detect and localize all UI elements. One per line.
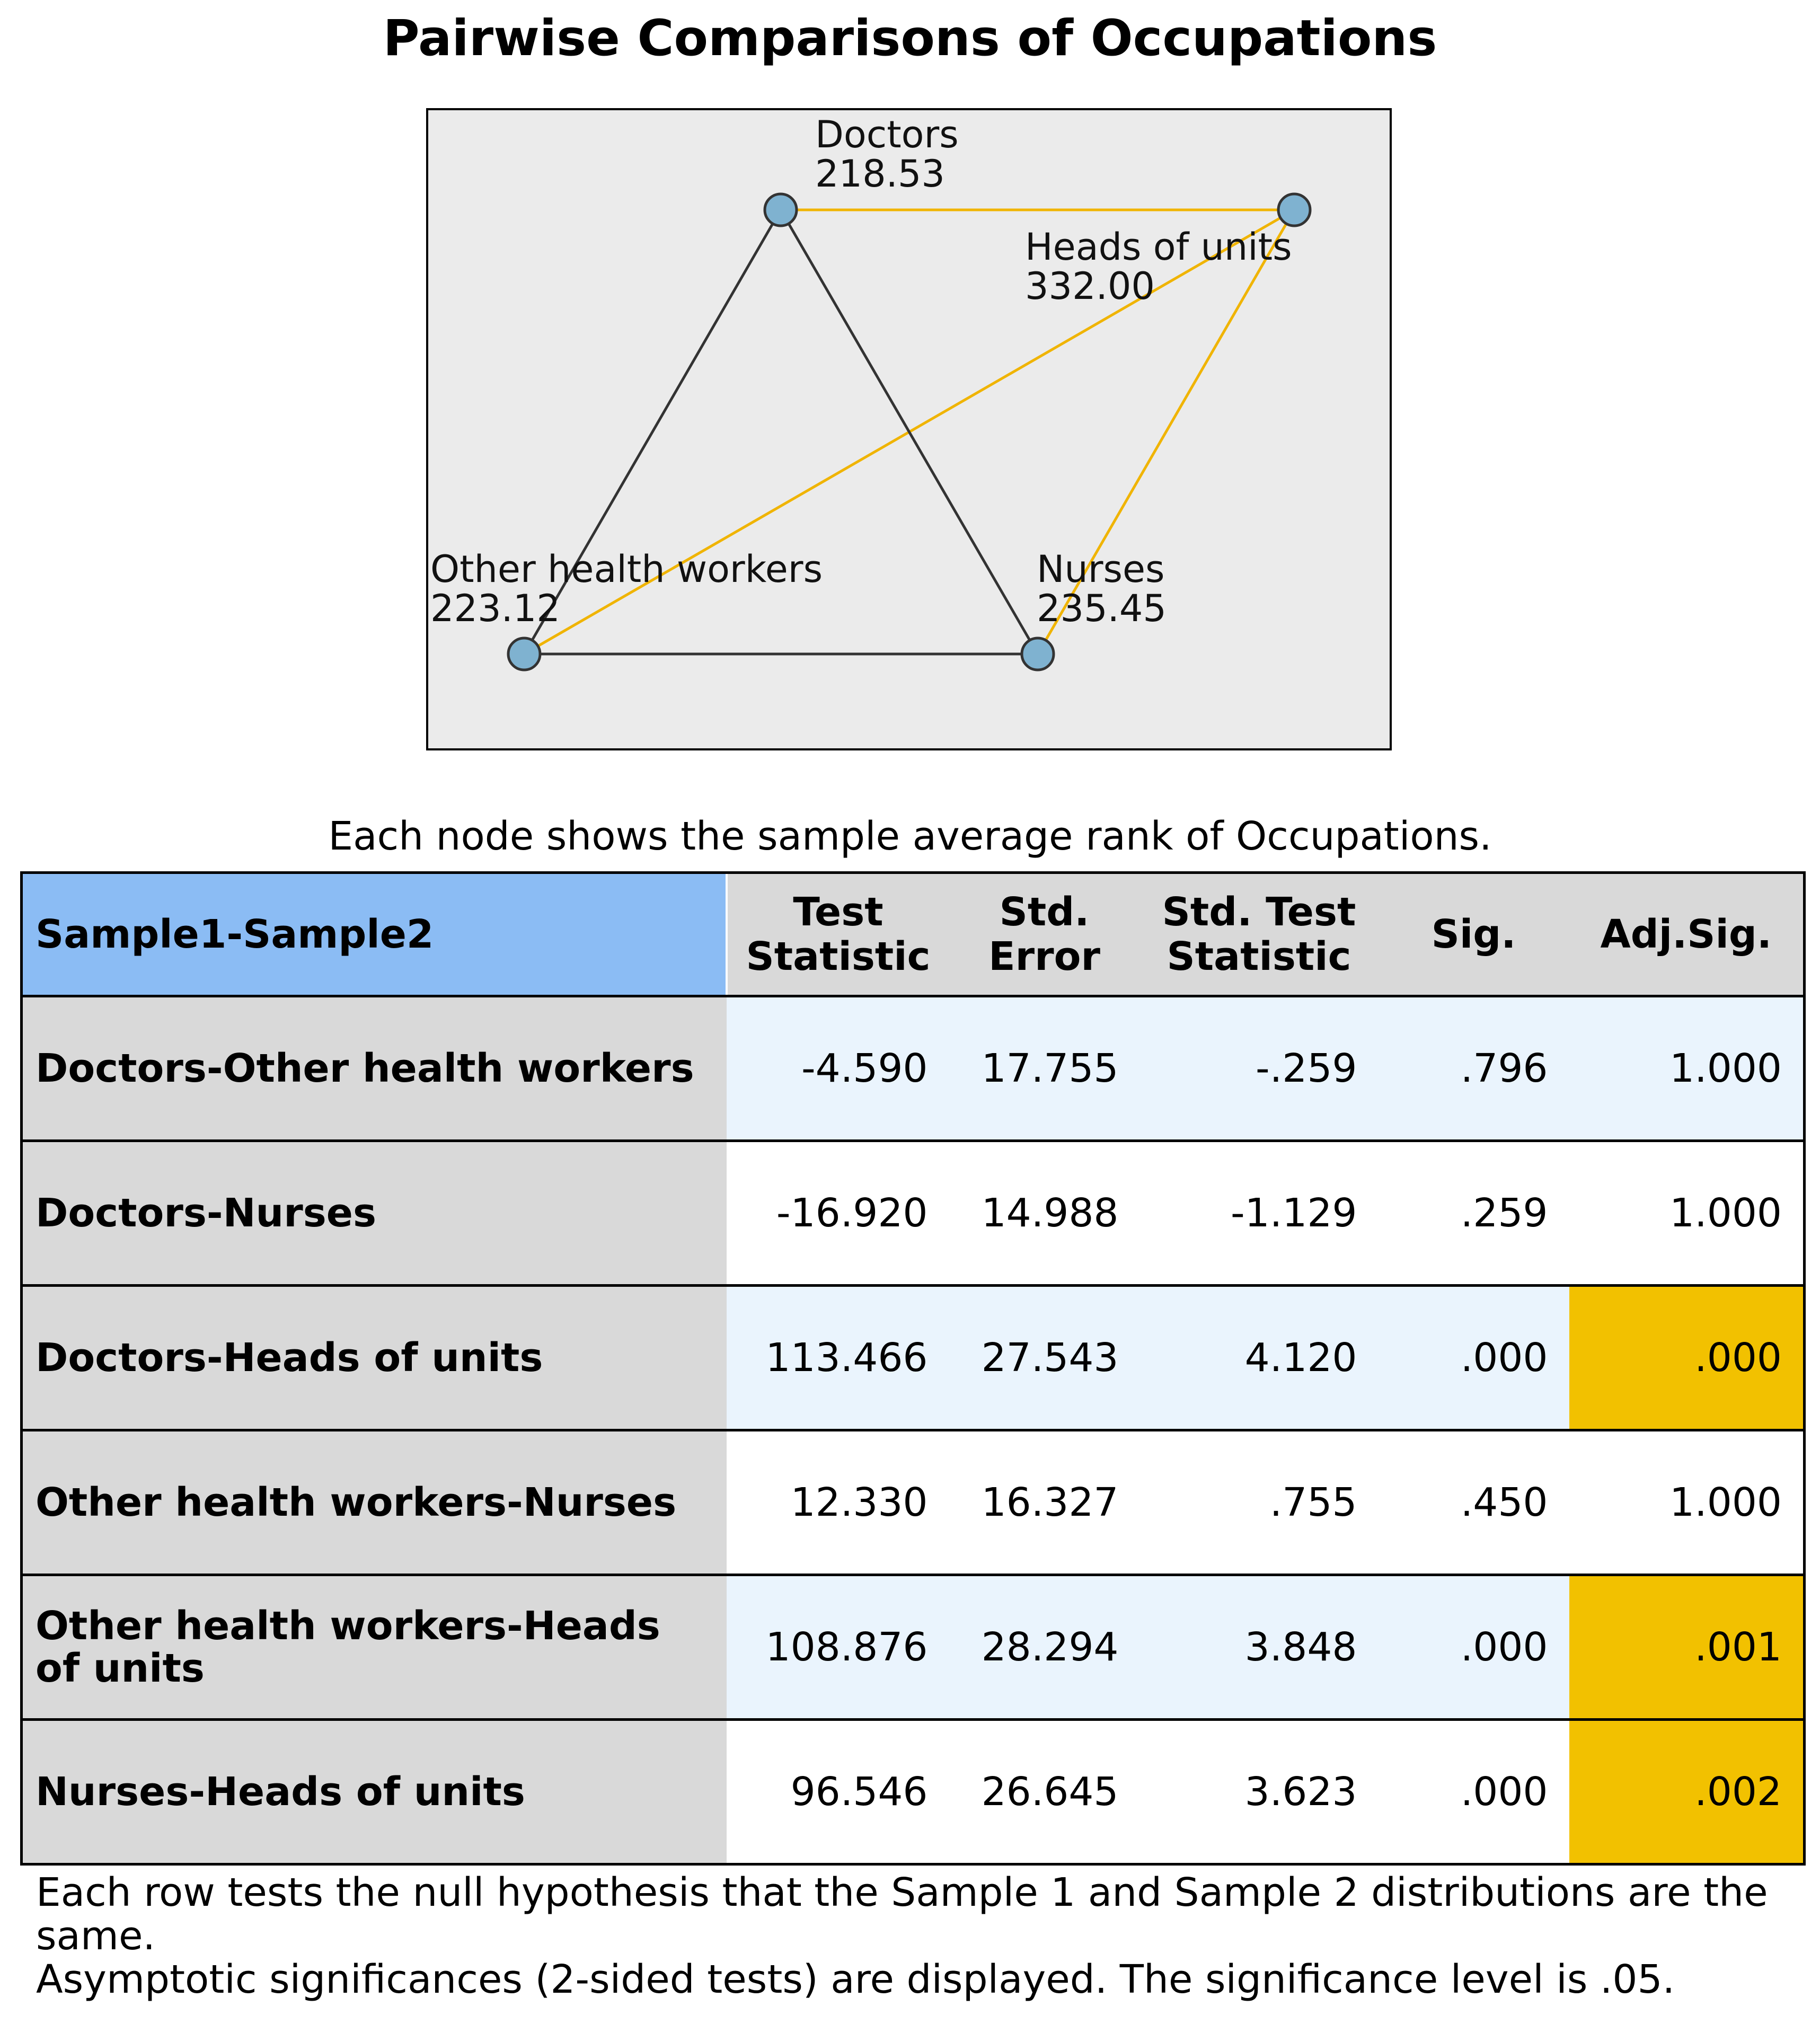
cell-std-test-statistic: 4.120	[1140, 1286, 1379, 1430]
header-sig: Sig.	[1379, 873, 1569, 996]
cell-std-error: 14.988	[949, 1141, 1140, 1286]
cell-std-test-statistic: -1.129	[1140, 1141, 1379, 1286]
cell-sig: .000	[1379, 1286, 1569, 1430]
header-std-test-line1: Std. Test	[1162, 889, 1356, 935]
network-svg	[428, 110, 1390, 748]
cell-std-test-statistic: 3.848	[1140, 1575, 1379, 1720]
comparison-table	[20, 871, 1806, 1866]
cell-std-error: 16.327	[949, 1430, 1140, 1575]
cell-adj-sig: .002	[1569, 1720, 1805, 1864]
node-value-heads-of-units: 332.00	[1025, 264, 1155, 308]
header-test-statistic-line2: Statistic	[746, 934, 931, 979]
table-row	[22, 1430, 1805, 1575]
cell-std-test-statistic: 3.623	[1140, 1720, 1379, 1864]
table-row	[22, 996, 1805, 1141]
cell-pair: Doctors-Other health workers	[22, 996, 727, 1141]
network-diagram	[426, 108, 1392, 750]
cell-pair: Nurses-Heads of units	[22, 1720, 727, 1864]
cell-pair: Other health workers-Nurses	[22, 1430, 727, 1575]
cell-sig: .796	[1379, 996, 1569, 1141]
cell-adj-sig: 1.000	[1569, 1430, 1805, 1575]
node-heads-of-units	[1278, 194, 1310, 226]
cell-test-statistic: -4.590	[727, 996, 949, 1141]
header-std-error-line1: Std.	[999, 889, 1090, 935]
cell-adj-sig: .000	[1569, 1286, 1805, 1430]
node-label-doctors: Doctors	[815, 113, 959, 156]
cell-adj-sig: 1.000	[1569, 1141, 1805, 1286]
header-adj-sig: Adj.Sig.	[1569, 873, 1805, 996]
header-std-test-line2: Statistic	[1167, 934, 1351, 979]
cell-adj-sig: .001	[1569, 1575, 1805, 1720]
cell-std-error: 17.755	[949, 996, 1140, 1141]
table-row	[22, 1575, 1805, 1720]
cell-test-statistic: 108.876	[727, 1575, 949, 1720]
header-std-error-line2: Error	[988, 934, 1100, 979]
cell-std-test-statistic: -.259	[1140, 996, 1379, 1141]
header-pair: Sample1-Sample2	[22, 873, 727, 996]
header-std-test-statistic	[1140, 873, 1379, 996]
node-other-health-workers	[508, 638, 540, 670]
node-value-doctors: 218.53	[815, 152, 945, 196]
node-value-nurses: 235.45	[1037, 587, 1167, 630]
header-std-error	[949, 873, 1140, 996]
cell-test-statistic: -16.920	[727, 1141, 949, 1286]
footnote-significance: Asymptotic significances (2-sided tests) are displayed. The significance level is .05.	[36, 1957, 1675, 2002]
table-row	[22, 1141, 1805, 1286]
node-nurses	[1022, 638, 1054, 670]
cell-std-error: 28.294	[949, 1575, 1140, 1720]
cell-sig: .000	[1379, 1720, 1569, 1864]
cell-pair: Doctors-Heads of units	[22, 1286, 727, 1430]
table-row	[22, 1286, 1805, 1430]
cell-test-statistic: 12.330	[727, 1430, 949, 1575]
cell-adj-sig: 1.000	[1569, 996, 1805, 1141]
table-row	[22, 1720, 1805, 1864]
node-doctors	[765, 194, 797, 226]
cell-test-statistic: 113.466	[727, 1286, 949, 1430]
footnote-null-hypothesis: Each row tests the null hypothesis that the Sample 1 and Sample 2 distributions are the same.	[36, 1870, 1768, 1959]
header-test-statistic-line1: Test	[793, 889, 884, 935]
cell-test-statistic: 96.546	[727, 1720, 949, 1864]
chart-title: Pairwise Comparisons of Occupations	[383, 10, 1437, 67]
cell-std-error: 27.543	[949, 1286, 1140, 1430]
cell-pair: Other health workers-Heads of units	[22, 1575, 727, 1720]
cell-sig: .259	[1379, 1141, 1569, 1286]
node-label-other-health-workers: Other health workers	[430, 547, 823, 591]
cell-std-test-statistic: .755	[1140, 1430, 1379, 1575]
footnotes	[36, 1871, 1785, 2001]
cell-sig: .000	[1379, 1575, 1569, 1720]
node-label-heads-of-units: Heads of units	[1025, 225, 1292, 269]
cell-pair: Doctors-Nurses	[22, 1141, 727, 1286]
diagram-caption: Each node shows the sample average rank of Occupations.	[328, 814, 1492, 859]
node-label-nurses: Nurses	[1037, 547, 1165, 591]
header-test-statistic	[727, 873, 949, 996]
cell-std-error: 26.645	[949, 1720, 1140, 1864]
node-value-other-health-workers: 223.12	[430, 587, 560, 630]
table-header-row	[22, 873, 1805, 996]
cell-sig: .450	[1379, 1430, 1569, 1575]
